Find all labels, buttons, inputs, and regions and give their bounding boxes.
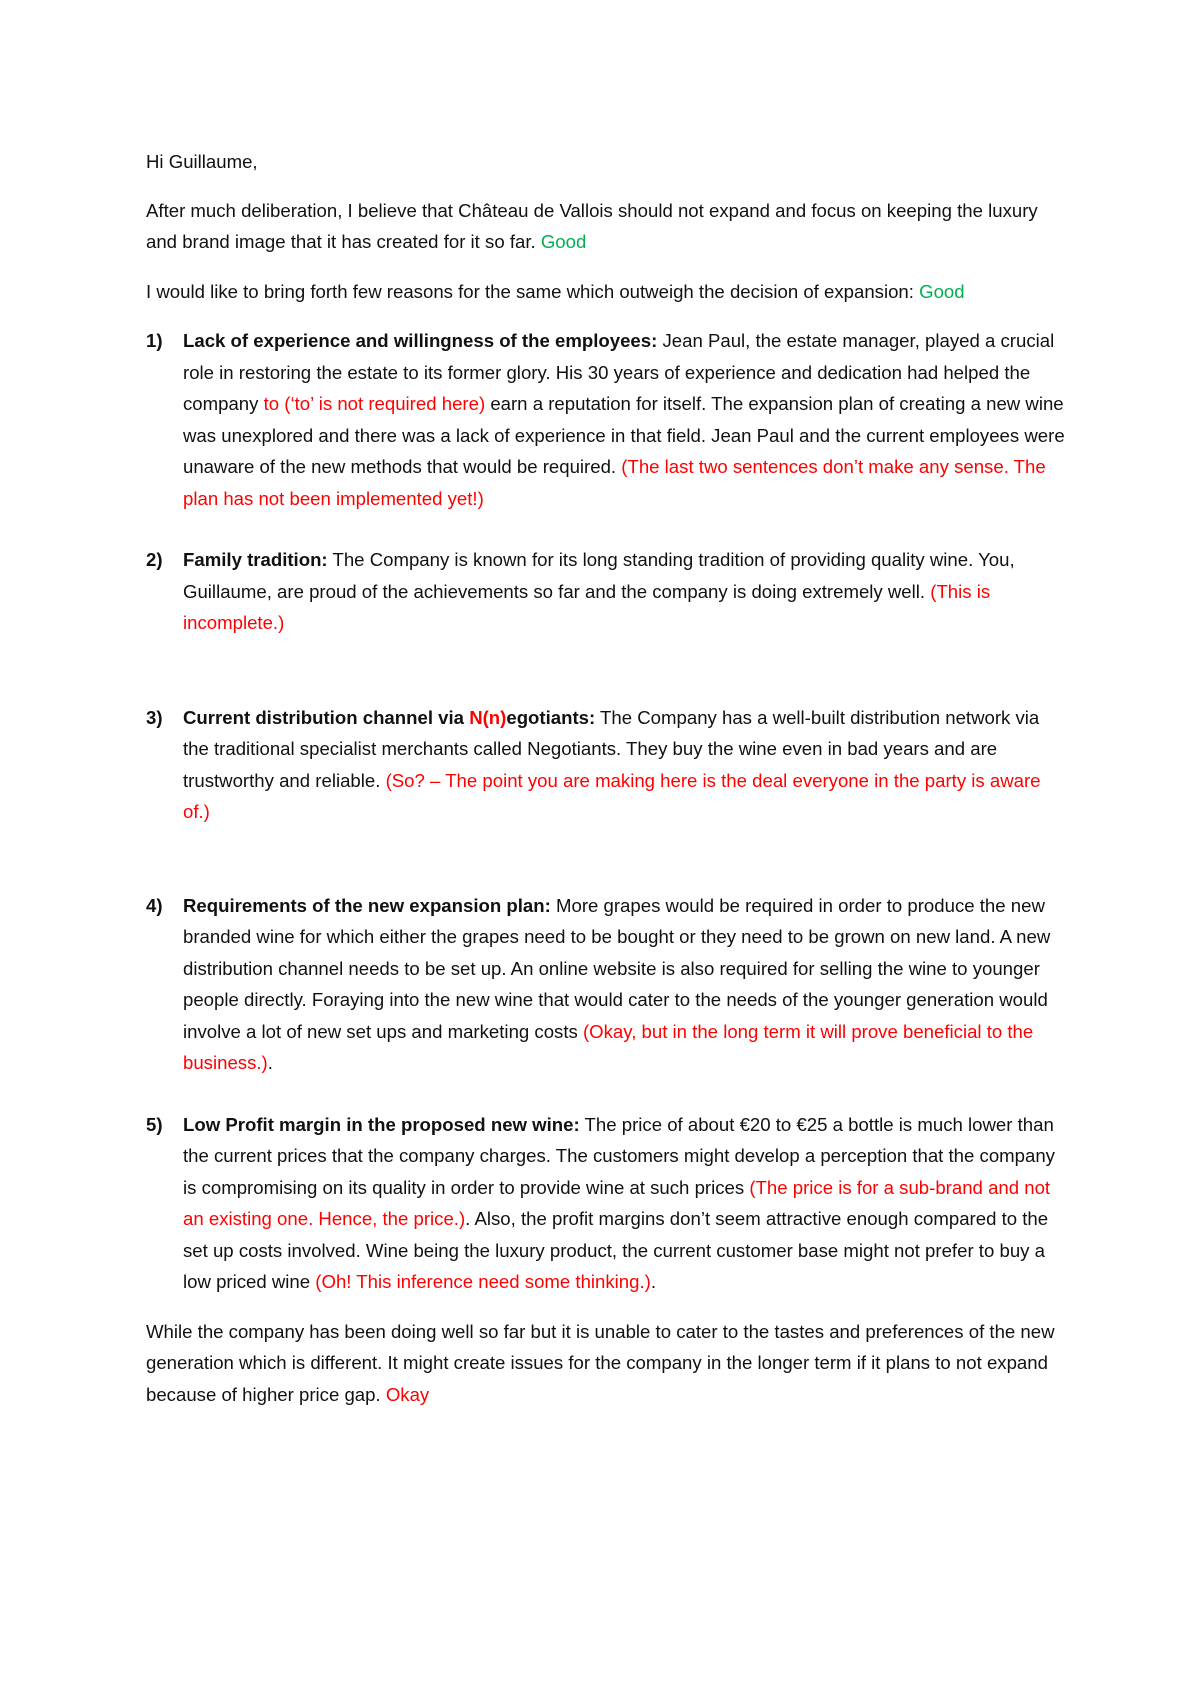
point-text: The Company has a well-built distribution network via the traditional specialist merchants called Negotiants. They buy the wine even in bad years and are trustworthy and reliable. (183, 706, 1040, 791)
list-item (146, 325, 1066, 514)
list-item-number: 4) (146, 894, 163, 916)
point-heading-end: egotiants: (506, 706, 596, 728)
point-text-continued: . Also, the profit margins don’t seem attractive enough compared to the set up costs involved. Wine being the luxury product, the current customer base might not prefer to buy a low priced wine (183, 1208, 1049, 1292)
point-feedback-inference: (Oh! This inference need some thinking.) (315, 1271, 651, 1292)
list-item (146, 544, 1066, 639)
point-text-continued: earn a reputation for itself. The expansion plan of creating a new wine was unexplored and there was a lack of experience in that field. Jean Paul and the current employees were unaware of the new methods that would be required. (183, 393, 1065, 477)
intro-feedback: Good (540, 231, 587, 252)
list-item-number: 3) (146, 706, 163, 728)
reasons-intro-paragraph (146, 276, 1066, 308)
point-heading: Low Profit margin in the proposed new wine: (183, 1113, 580, 1135)
point-text: Jean Paul, the estate manager, played a crucial role in restoring the estate to its former glory. His 30 years of experience and dedication had helped the company (183, 330, 1055, 414)
list-item-number: 5) (146, 1113, 163, 1135)
reasons-list (146, 325, 1066, 1298)
greeting: Hi Guillaume, (146, 151, 258, 172)
point-text: More grapes would be required in order to produce the new branded wine for which either the grapes need to be bought or they need to be grown on new land. A new distribution channel needs to be set up. An online website is also required for selling the wine to younger people directly. Foraying into the new wine that would cater to the needs of the younger generation would involve a lot of new set ups and marketing costs (183, 894, 1051, 1042)
point-feedback: (This is incomplete.) (183, 580, 991, 633)
list-item (146, 1109, 1066, 1298)
point-text: The price of about €20 to €25 a bottle is much lower than the current prices that the company charges. The customers might develop a perception that the company is compromising on its quality in order to provide wine at such prices (183, 1113, 1055, 1198)
point-feedback: (So? – The point you are making here is the deal everyone in the party is aware of.) (183, 769, 1041, 822)
list-item (146, 890, 1066, 1079)
point-text: The Company is known for its long standing tradition of providing quality wine. You, Guillaume, are proud of the achievements so far and the company is doing extremely well. (183, 549, 1015, 602)
point-tail: . (650, 1271, 657, 1292)
point-feedback-price: (The price is for a sub-brand and not an existing one. Hence, the price.) (183, 1176, 1051, 1229)
intro-paragraph (146, 195, 1066, 258)
letter-document (146, 146, 1066, 1410)
conclusion-feedback: Okay (385, 1383, 430, 1405)
inline-feedback: to (‘to’ is not required here) (263, 393, 486, 414)
heading-correction: N(n) (469, 706, 507, 728)
point-heading: Lack of experience and willingness of the employees: (183, 330, 658, 351)
reasons-intro-text: I would like to bring forth few reasons for the same which outweigh the decision of expansion: (146, 280, 914, 302)
list-item-number: 2) (146, 549, 163, 570)
point-feedback: (The last two sentences don’t make any sense. The plan has not been implemented yet!) (183, 456, 1046, 509)
point-heading-start: Current distribution channel via (183, 706, 465, 728)
point-tail: . (267, 1052, 273, 1073)
point-feedback: (Okay, but in the long term it will prove beneficial to the business.) (183, 1020, 1034, 1073)
intro-text: After much deliberation, I believe that Château de Vallois should not expand and focus on keeping the luxury and brand image that it has created for it so far. (146, 199, 1038, 252)
point-heading (183, 707, 595, 728)
point-heading: Requirements of the new expansion plan: (183, 894, 551, 916)
list-item (146, 702, 1066, 828)
list-item-number: 1) (146, 330, 163, 351)
conclusion-text: While the company has been doing well so far but it is unable to cater to the tastes and preferences of the new generation which is different. It might create issues for the company in the longer term if it plans to not expand because of higher price gap. (146, 1320, 1055, 1405)
conclusion-paragraph (146, 1316, 1066, 1411)
reasons-intro-feedback: Good (919, 280, 965, 302)
point-heading: Family tradition: (183, 549, 328, 570)
